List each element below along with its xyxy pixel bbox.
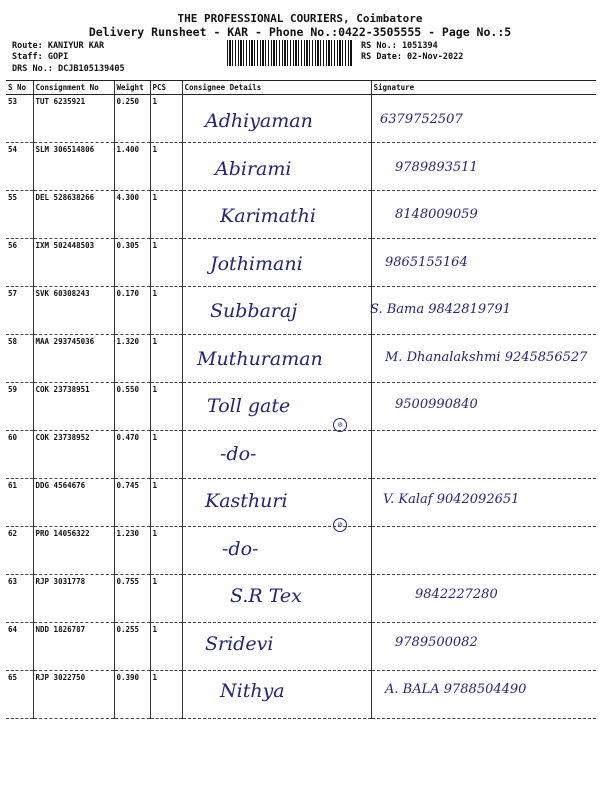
cell-weight: 1.400 xyxy=(114,143,150,191)
handwritten-consignee: Adhiyaman xyxy=(205,110,313,132)
cell-sno: 55 xyxy=(6,191,33,239)
handwritten-consignee: Kasthuri xyxy=(205,490,288,512)
company-title: THE PROFESSIONAL COURIERS, Coimbatore xyxy=(177,12,423,25)
table-header-row xyxy=(6,81,596,95)
cell-consignment: COK 23738952 xyxy=(33,431,114,479)
cell-sno: 60 xyxy=(6,431,33,479)
handwritten-signature: 6379752507 xyxy=(380,112,463,127)
handwritten-signature: A. BALA 9788504490 xyxy=(385,682,527,697)
handwritten-signature: 8148009059 xyxy=(395,207,478,222)
handwritten-consignee: Jothimani xyxy=(210,252,303,275)
handwritten-consignee: Nithya xyxy=(220,680,285,702)
handwritten-signature: M. Dhanalakshmi 9245856527 xyxy=(385,349,588,365)
handwritten-consignee: Toll gate xyxy=(207,395,291,417)
cell-consignment: DEL 528638266 xyxy=(33,191,114,239)
cell-weight: 0.305 xyxy=(114,239,150,287)
cell-pcs: 1 xyxy=(150,143,182,191)
cell-consignment: SLM 306514806 xyxy=(33,143,114,191)
handwritten-signature: 9842227280 xyxy=(415,587,498,602)
handwritten-consignee: Abirami xyxy=(215,157,292,180)
signature-cell xyxy=(371,431,596,479)
rs-number: RS No.: 1051394 xyxy=(361,41,438,51)
handwritten-signature: 9500990840 xyxy=(395,397,478,412)
cell-consignment: RJP 3031778 xyxy=(33,575,114,623)
handwritten-consignee: Subbaraj xyxy=(210,300,298,322)
cell-consignment: NDD 1826787 xyxy=(33,623,114,671)
cell-sno: 53 xyxy=(6,95,33,143)
cell-pcs: 1 xyxy=(150,95,182,143)
cell-sno: 65 xyxy=(6,671,33,719)
cell-sno: 62 xyxy=(6,527,33,575)
cell-sno: 63 xyxy=(6,575,33,623)
cell-consignment: COK 23738951 xyxy=(33,383,114,431)
cell-consignment: IXM 502448503 xyxy=(33,239,114,287)
consignee-cell xyxy=(182,431,371,479)
cell-sno: 54 xyxy=(6,143,33,191)
handwritten-signature: S. Bama 9842819791 xyxy=(370,302,511,317)
cell-pcs: 1 xyxy=(150,479,182,527)
cell-weight: 1.320 xyxy=(114,335,150,383)
cell-sno: 61 xyxy=(6,479,33,527)
handwritten-signature: 9865155164 xyxy=(385,254,468,270)
cell-pcs: 1 xyxy=(150,527,182,575)
handwritten-signature: V. Kalaf 9042092651 xyxy=(383,492,520,507)
cell-pcs: 1 xyxy=(150,623,182,671)
cell-weight: 0.255 xyxy=(114,623,150,671)
circled-mark-icon: ⊘ xyxy=(333,518,347,532)
handwritten-consignee: Muthuraman xyxy=(197,347,323,370)
cell-pcs: 1 xyxy=(150,431,182,479)
cell-consignment: PRO 14056322 xyxy=(33,527,114,575)
handwritten-consignee: Sridevi xyxy=(205,632,274,655)
col-weight: Weight xyxy=(114,81,150,95)
cell-consignment: MAA 293745036 xyxy=(33,335,114,383)
cell-sno: 56 xyxy=(6,239,33,287)
cell-weight: 1.230 xyxy=(114,527,150,575)
cell-pcs: 1 xyxy=(150,575,182,623)
route-label: Route: KANIYUR KAR xyxy=(12,41,105,51)
cell-weight: 4.300 xyxy=(114,191,150,239)
handwritten-consignee: -do- xyxy=(222,537,259,560)
col-pcs: PCS xyxy=(150,81,182,95)
col-sno: S No xyxy=(6,81,33,95)
staff-label: Staff: GOPI xyxy=(12,52,69,62)
col-consignment: Consignment No xyxy=(33,81,114,95)
runsheet-table xyxy=(6,80,596,719)
cell-pcs: 1 xyxy=(150,671,182,719)
cell-weight: 0.390 xyxy=(114,671,150,719)
cell-consignment: TUT 6235921 xyxy=(33,95,114,143)
cell-pcs: 1 xyxy=(150,239,182,287)
table-row xyxy=(6,527,596,575)
cell-weight: 0.170 xyxy=(114,287,150,335)
table-row xyxy=(6,383,596,431)
handwritten-consignee: Karimathi xyxy=(220,205,316,227)
cell-weight: 0.745 xyxy=(114,479,150,527)
circled-mark-icon: ⊘ xyxy=(333,418,347,432)
cell-consignment: DDG 4564676 xyxy=(33,479,114,527)
cell-sno: 58 xyxy=(6,335,33,383)
barcode xyxy=(227,40,353,66)
runsheet-subtitle: Delivery Runsheet - KAR - Phone No.:0422-3505555 - Page No.:5 xyxy=(88,25,512,39)
handwritten-consignee: -do- xyxy=(220,442,257,465)
cell-consignment: RJP 3022750 xyxy=(33,671,114,719)
cell-weight: 0.470 xyxy=(114,431,150,479)
cell-consignment: SVK 60308243 xyxy=(33,287,114,335)
cell-pcs: 1 xyxy=(150,383,182,431)
cell-sno: 64 xyxy=(6,623,33,671)
consignee-cell xyxy=(182,527,371,575)
col-consignee: Consignee Details xyxy=(182,81,371,95)
cell-pcs: 1 xyxy=(150,191,182,239)
signature-cell xyxy=(371,527,596,575)
cell-weight: 0.250 xyxy=(114,95,150,143)
table-row xyxy=(6,623,596,671)
table-row xyxy=(6,431,596,479)
handwritten-consignee: S.R Tex xyxy=(230,585,302,607)
cell-pcs: 1 xyxy=(150,335,182,383)
handwritten-signature: 9789893511 xyxy=(395,159,478,175)
cell-weight: 0.755 xyxy=(114,575,150,623)
cell-sno: 59 xyxy=(6,383,33,431)
drs-number: DRS No.: DCJB105139405 xyxy=(12,64,125,74)
cell-pcs: 1 xyxy=(150,287,182,335)
col-signature: Signature xyxy=(371,81,596,95)
cell-weight: 0.550 xyxy=(114,383,150,431)
table-row xyxy=(6,143,596,191)
handwritten-signature: 9789500082 xyxy=(395,634,478,650)
cell-sno: 57 xyxy=(6,287,33,335)
rs-date: RS Date: 02-Nov-2022 xyxy=(361,52,464,62)
